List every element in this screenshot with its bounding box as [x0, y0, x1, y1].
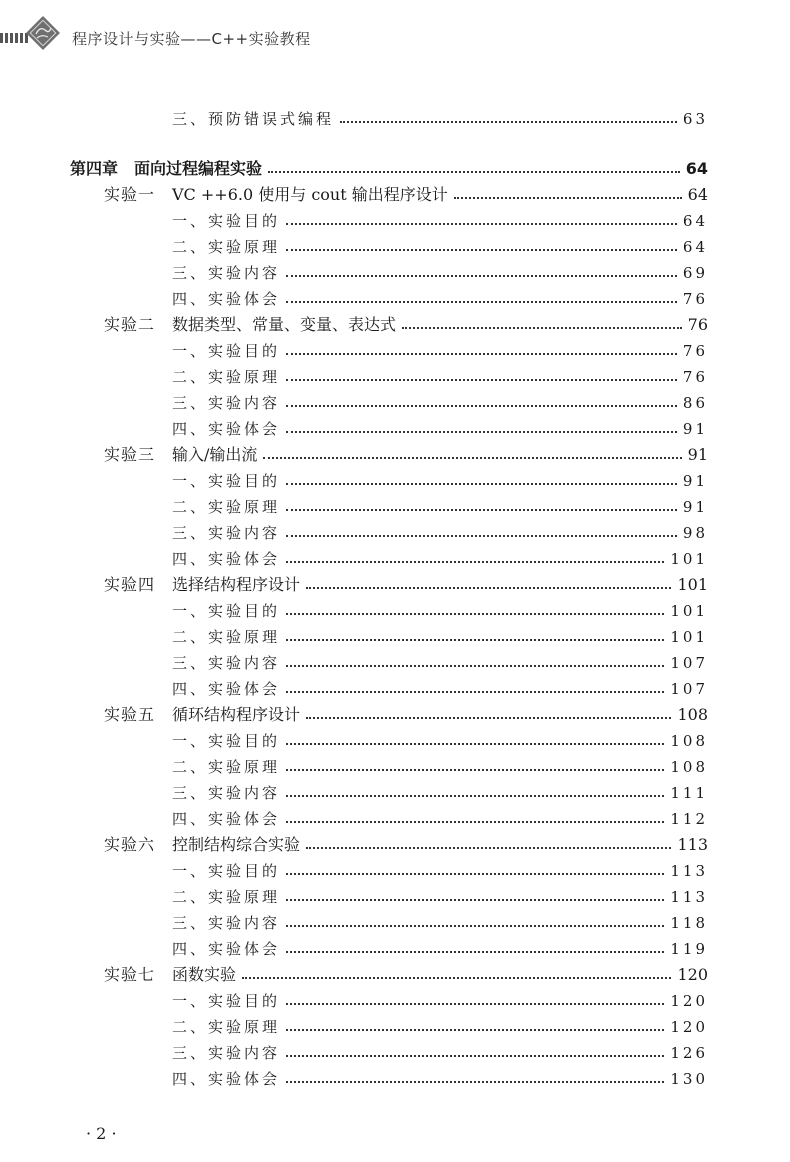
toc-page-number: 120 [677, 965, 708, 984]
dot-leader [454, 197, 682, 199]
toc-page-number: 111 [670, 784, 708, 802]
toc-page-number: 113 [677, 835, 708, 854]
toc-section [172, 522, 708, 544]
toc-entry-title [104, 444, 257, 466]
toc-page-number: 64 [682, 212, 708, 230]
toc-entry-title: 二、实验原理 [172, 628, 281, 646]
running-header [0, 0, 790, 80]
toc-entry-title: 一、实验目的 [172, 602, 281, 620]
toc-page-number: 113 [670, 862, 708, 880]
dot-leader [286, 665, 664, 667]
toc-section [172, 108, 708, 130]
experiment-title: 选择结构程序设计 [172, 575, 301, 594]
dot-leader [286, 769, 664, 771]
toc-entry-title: 二、实验原理 [172, 498, 281, 516]
toc-entry-title: 一、实验目的 [172, 342, 281, 360]
toc-entry-title: 四、实验体会 [172, 810, 281, 828]
toc-section [172, 1068, 708, 1090]
toc-entry-title: 四、实验体会 [172, 940, 281, 958]
toc-experiment [104, 314, 708, 336]
dot-leader [306, 717, 671, 719]
toc-section [172, 340, 708, 362]
toc-section [172, 418, 708, 440]
toc-entry-title: 三、实验内容 [172, 1044, 281, 1062]
experiment-title: 输入/输出流 [172, 445, 258, 464]
toc-section [172, 912, 708, 934]
toc-entry-title [104, 964, 236, 986]
diamond-logo-icon [24, 14, 62, 52]
toc-page-number: 69 [682, 264, 708, 282]
toc-page-number: 108 [670, 732, 708, 750]
experiment-title: VC ++6.0 使用与 cout 输出程序设计 [172, 185, 448, 204]
toc-entry-title: 一、实验目的 [172, 212, 281, 230]
dot-leader [402, 327, 682, 329]
toc-page-number: 64 [685, 159, 708, 178]
experiment-label: 实验四 [104, 575, 156, 594]
toc-section [172, 288, 708, 310]
toc-entry-title [104, 314, 396, 336]
toc-entry-title: 四、实验体会 [172, 1070, 281, 1088]
toc-page-number: 113 [670, 888, 708, 906]
toc-entry-title: 四、实验体会 [172, 550, 281, 568]
experiment-title: 循环结构程序设计 [172, 705, 301, 724]
dot-leader [286, 951, 664, 953]
toc-section [172, 886, 708, 908]
experiment-title: 控制结构综合实验 [172, 835, 301, 854]
dot-leader [286, 1081, 664, 1083]
toc-section [172, 938, 708, 960]
toc-section [172, 652, 708, 674]
toc-entry-title: 二、实验原理 [172, 1018, 281, 1036]
toc-page-number: 108 [677, 705, 708, 724]
dot-leader [242, 977, 671, 979]
toc-entry-title: 二、实验原理 [172, 758, 281, 776]
toc-page-number: 126 [670, 1044, 708, 1062]
toc-page-number: 91 [682, 498, 708, 516]
toc-section [172, 782, 708, 804]
toc-section [172, 600, 708, 622]
toc-page-number: 63 [682, 110, 708, 128]
dot-leader [286, 743, 664, 745]
toc-entry-title: 二、实验原理 [172, 888, 281, 906]
toc-section [172, 470, 708, 492]
toc-entry-title: 三、实验内容 [172, 654, 281, 672]
toc-entry-title: 二、实验原理 [172, 368, 281, 386]
toc-page-number: 112 [670, 810, 708, 828]
dot-leader [286, 353, 677, 355]
dot-leader [286, 1029, 664, 1031]
dot-leader [268, 171, 680, 173]
toc-section [172, 678, 708, 700]
toc-page-number: 91 [682, 420, 708, 438]
toc-page-number: 101 [677, 575, 708, 594]
toc-page-number: 107 [670, 680, 708, 698]
toc-section [172, 210, 708, 232]
dot-leader [286, 301, 677, 303]
toc-entry-title: 三、实验内容 [172, 914, 281, 932]
toc-section [172, 730, 708, 752]
toc-page-number: 130 [670, 1070, 708, 1088]
toc-section [172, 808, 708, 830]
toc-section [172, 626, 708, 648]
toc-section [172, 860, 708, 882]
toc-section [172, 496, 708, 518]
toc-section [172, 1016, 708, 1038]
dot-leader [286, 405, 677, 407]
experiment-label: 实验二 [104, 315, 156, 334]
toc-entry-title: 四、实验体会 [172, 680, 281, 698]
toc-page-number: 119 [670, 940, 708, 958]
experiment-label: 实验七 [104, 965, 156, 984]
toc-page-number: 91 [682, 472, 708, 490]
toc-entry-title: 二、实验原理 [172, 238, 281, 256]
dot-leader [286, 275, 677, 277]
dot-leader [286, 613, 664, 615]
toc-section [172, 1042, 708, 1064]
toc-section [172, 262, 708, 284]
dot-leader [306, 587, 671, 589]
page-number: · 2 · [86, 1124, 117, 1143]
toc-entry-title [104, 184, 448, 206]
toc-page-number: 64 [682, 238, 708, 256]
toc-page-number: 101 [670, 602, 708, 620]
toc-experiment [104, 964, 708, 986]
toc-experiment [104, 574, 708, 596]
toc-page-number: 76 [687, 315, 708, 334]
dot-leader [286, 873, 664, 875]
book-title: 程序设计与实验——C++实验教程 [72, 30, 311, 48]
toc-entry-title: 四、实验体会 [172, 290, 281, 308]
toc-section [172, 392, 708, 414]
toc-entry-title: 三、实验内容 [172, 264, 281, 282]
dot-leader [286, 639, 664, 641]
dot-leader [306, 847, 671, 849]
dot-leader [286, 535, 677, 537]
toc-page-number: 120 [670, 1018, 708, 1036]
toc-experiment [104, 444, 708, 466]
toc-section [172, 756, 708, 778]
toc-page-number: 76 [682, 290, 708, 308]
experiment-label: 实验五 [104, 705, 156, 724]
dot-leader [286, 821, 664, 823]
toc-entry-title: 一、实验目的 [172, 862, 281, 880]
dot-leader [286, 1055, 664, 1057]
dot-leader [286, 925, 664, 927]
toc-page-number: 98 [682, 524, 708, 542]
toc-experiment [104, 184, 708, 206]
toc-page-number: 76 [682, 342, 708, 360]
experiment-label: 实验三 [104, 445, 156, 464]
toc-page-number: 118 [670, 914, 708, 932]
toc-entry-title [104, 834, 300, 856]
dot-leader [286, 379, 677, 381]
experiment-label: 实验一 [104, 185, 156, 204]
toc-entry-title: 三、实验内容 [172, 524, 281, 542]
toc-experiment [104, 834, 708, 856]
dot-leader [263, 457, 681, 459]
dot-leader [340, 121, 677, 123]
toc-entry-title: 三、预防错误式编程 [172, 110, 335, 128]
toc-page-number: 120 [670, 992, 708, 1010]
experiment-title: 函数实验 [172, 965, 237, 984]
toc-page-number: 76 [682, 368, 708, 386]
toc-entry-title: 第四章 面向过程编程实验 [70, 159, 263, 178]
toc-page-number: 101 [670, 628, 708, 646]
toc-entry-title [104, 574, 300, 596]
toc-entry-title [104, 704, 300, 726]
dot-leader [286, 691, 664, 693]
toc-entry-title: 一、实验目的 [172, 732, 281, 750]
toc-page-number: 108 [670, 758, 708, 776]
toc-entry-title: 三、实验内容 [172, 784, 281, 802]
dot-leader [286, 1003, 664, 1005]
toc-page-number: 91 [687, 445, 708, 464]
toc-entry-title: 三、实验内容 [172, 394, 281, 412]
dot-leader [286, 223, 677, 225]
dot-leader [286, 431, 677, 433]
dot-leader [286, 795, 664, 797]
dot-leader [286, 899, 664, 901]
toc-page-number: 107 [670, 654, 708, 672]
toc-entry-title: 四、实验体会 [172, 420, 281, 438]
experiment-label: 实验六 [104, 835, 156, 854]
toc-section [172, 990, 708, 1012]
toc-page-number: 64 [687, 185, 708, 204]
experiment-title: 数据类型、常量、变量、表达式 [172, 315, 397, 334]
dot-leader [286, 561, 664, 563]
dot-leader [286, 249, 677, 251]
toc-page-number: 86 [682, 394, 708, 412]
toc-section [172, 548, 708, 570]
toc-entry-title: 一、实验目的 [172, 992, 281, 1010]
toc-experiment [104, 704, 708, 726]
toc-chapter [70, 158, 708, 180]
dot-leader [286, 509, 677, 511]
toc-page-number: 101 [670, 550, 708, 568]
toc-entry-title: 一、实验目的 [172, 472, 281, 490]
dot-leader [286, 483, 677, 485]
toc-section [172, 236, 708, 258]
toc-section [172, 366, 708, 388]
